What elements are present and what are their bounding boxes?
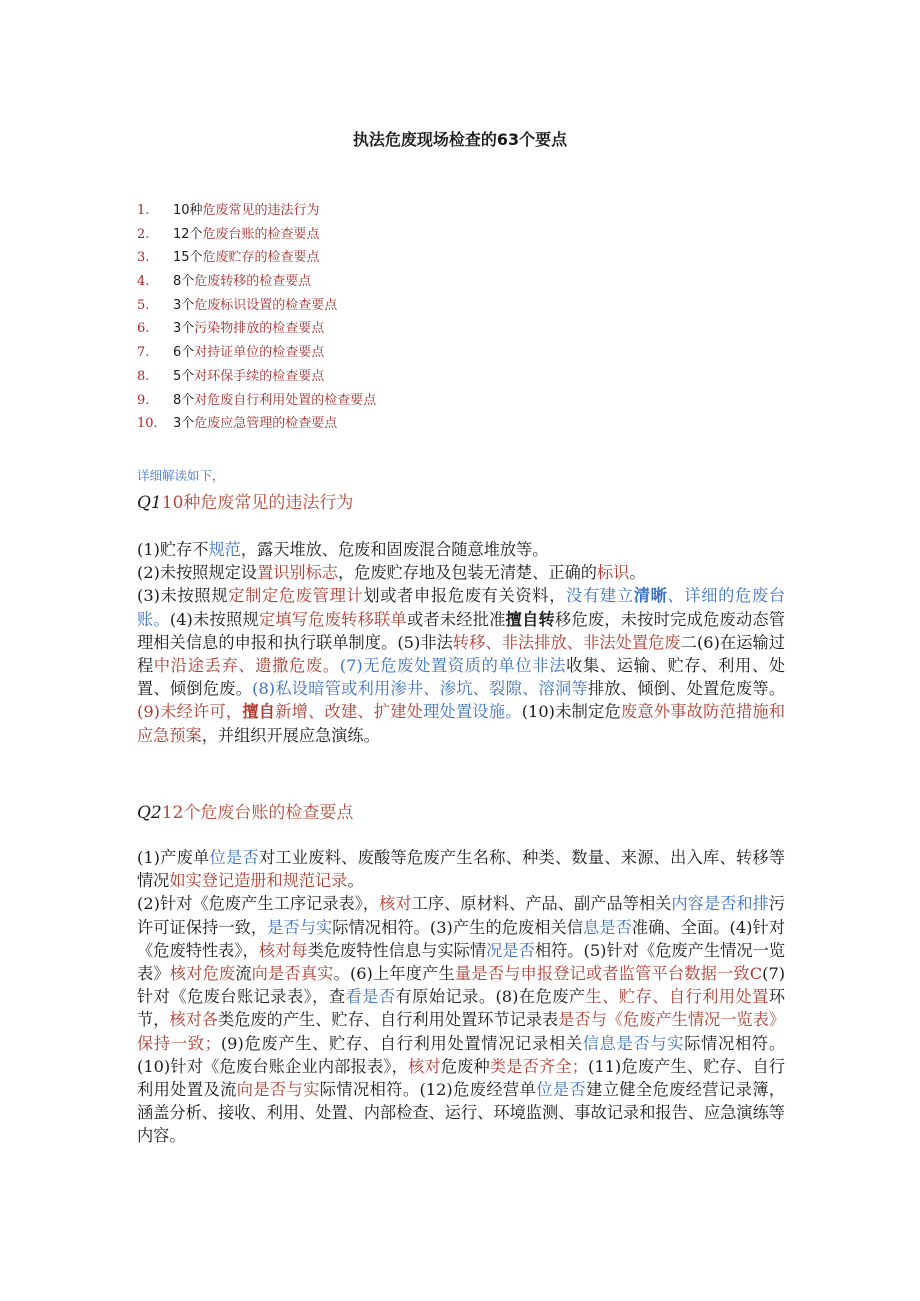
page-title: 执法危废现场检查的63个要点 [352, 130, 568, 149]
text-segment: (2)未按照规定设 [137, 563, 258, 583]
text-segment: 流 [235, 964, 252, 984]
text-segment: 生、贮存、自行利用处置 [585, 987, 769, 1007]
text-segment: 移危废，未按时完成危废动态管理相关信息的申报和执行联单制度。(5)非法 [137, 609, 786, 652]
toc-item-text: 危废转移的检查要点 [194, 274, 312, 290]
text-segment: (7)无危废处置资质的单位非法 [339, 656, 567, 676]
text-segment: 际情况相符。(10)针对《危废台账企业内部报表》， [137, 1033, 786, 1076]
toc-item-count: 5个 [173, 368, 195, 384]
text-segment: 工序、原材料、产品、副产品等相关 [411, 894, 672, 914]
text-segment: 类是否齐全； [489, 1056, 588, 1076]
text-segment: 废意外事故防范措施和应急预案 [137, 702, 786, 745]
text-segment: 二(6)在运输过程 [137, 632, 786, 676]
text-segment: 定制定危废管理计 [228, 586, 364, 606]
text-segment: 对工业废料、废酸等危废产生名称、种类、数量、来源、出入库、转移等情况 [137, 848, 786, 891]
toc-item [137, 317, 376, 341]
text-segment: 理处置设施。 [423, 702, 522, 722]
text-segment: 量是否与申报登记或者监管平台数据一致C [454, 964, 763, 984]
toc-item [137, 199, 376, 223]
text-segment: (8)私设暗管或利用渗井、渗坑、裂隙、溶洞等 [252, 679, 588, 699]
toc-item-number: 3. [137, 250, 150, 266]
toc-item-number: 2. [137, 226, 150, 242]
text-segment: (9)危废产生、贮存、自行利用处置情况记录相关 [220, 1033, 583, 1053]
toc-item-number: 6. [137, 321, 150, 337]
text-segment: 核对每 [258, 940, 308, 960]
toc-item-text: 对环保手续的检查要点 [194, 368, 325, 384]
text-segment: (3)未按照规 [137, 586, 229, 606]
toc-item-text: 危废应急管理的检查要点 [194, 416, 338, 432]
toc-item-text: 危废常见的违法行为 [202, 203, 320, 218]
toc-item [137, 246, 376, 270]
text-segment: 或者未经批准 [406, 609, 506, 629]
toc-item-number: 5. [137, 297, 150, 313]
text-segment: 况是否 [486, 940, 535, 960]
text-segment: 际情况相符。(3)产生的危废相关信 [332, 917, 584, 937]
toc-item-number: 10. [137, 416, 158, 432]
text-segment: 。(6)上年度产生 [333, 964, 455, 984]
text-segment: 有原始记录。(8)在危废产 [395, 987, 586, 1007]
text-segment: 定填写危废转移联单 [258, 609, 407, 629]
text-segment: 是否与《危废产生情况一览表》保持一致； [137, 1010, 786, 1053]
toc-item-number: 8. [137, 368, 150, 384]
text-segment: (2)针对《危废产生工序记录表》， [137, 894, 380, 914]
text-segment: (7)针对《危废台账记录表》，查 [137, 964, 786, 1007]
text-segment: (10)未制定危 [521, 702, 621, 722]
text-segment: 核对危废 [169, 964, 236, 984]
text-segment: 内容是否和排 [671, 894, 769, 914]
text-segment: 转移、非法排放、非法处置危废 [452, 632, 681, 652]
toc-item-count: 8个 [173, 274, 195, 290]
text-segment: 排放、倾倒、处置危废等。 [587, 679, 786, 699]
toc-item-text: 对危废自行利用处置的检查要点 [194, 392, 377, 408]
q1-label: Q1 [137, 493, 162, 513]
toc-item [137, 294, 376, 318]
text-segment: 息是否 [583, 917, 632, 937]
toc-item-count: 3个 [173, 321, 195, 337]
text-segment: 类危废的产生、贮存、自行利用处置环节记录表 [218, 1010, 559, 1030]
text-segment: (1)贮存不 [137, 540, 209, 559]
text-segment: 擅自转 [505, 609, 556, 629]
toc-item [137, 412, 376, 436]
toc-item-number: 1. [137, 203, 150, 218]
text-segment: 危废种 [440, 1056, 490, 1076]
text-segment: (4)未按照规 [169, 609, 259, 629]
q2-body [137, 846, 785, 1148]
text-segment: 相符。(5)针对《危废产生情况一览表》 [137, 940, 786, 984]
text-segment: 污许可证保持一致， [137, 894, 786, 937]
q1-heading-text: 10种危废常见的违法行为 [161, 493, 354, 513]
text-segment: 类危废特性信息与实际情 [307, 940, 487, 960]
text-segment: (11)危废产生、贮存、自行利用处置及流 [137, 1056, 786, 1100]
toc-item-count: 8个 [173, 392, 195, 408]
toc-item-count: 10种 [173, 203, 203, 218]
text-segment: 划或者申报危废有关资料， [363, 586, 567, 606]
text-segment: 是否与实 [267, 917, 333, 937]
text-segment: 清晰 [633, 586, 668, 606]
toc-item-number: 7. [137, 345, 150, 361]
toc-item-text: 危废台账的检查要点 [202, 226, 320, 242]
toc-item [137, 270, 376, 294]
toc-item-text: 对持证单位的检查要点 [194, 345, 325, 361]
text-segment: 。 [629, 563, 646, 583]
q2-heading-text: 12个危废台账的检查要点 [161, 803, 354, 823]
text-segment: 、详细的危废台账。 [137, 586, 786, 629]
toc-item-text: 污染物排放的检查要点 [194, 321, 325, 337]
toc-item-text: 危废贮存的检查要点 [202, 250, 320, 266]
text-segment: 环节， [137, 987, 786, 1030]
text-segment: 建立健全危废经营记录簿，涵盖分析、接收、利用、处置、内部检查、运行、环境监测、事故记录和报告、应急演练等内容。 [137, 1080, 786, 1146]
q2-label: Q2 [137, 803, 162, 823]
toc-item-number: 4. [137, 274, 150, 290]
text-segment: 看是否 [345, 987, 396, 1007]
text-segment: 没有建立 [566, 586, 634, 606]
text-segment: 准确、全面。(4)针对《危废特性表》， [137, 917, 786, 960]
text-segment: 收集、运输、贮存、利用、处置、倾倒危废。 [137, 656, 786, 699]
toc-item [137, 223, 376, 247]
toc-item-count: 15个 [173, 250, 203, 266]
text-segment: ，危废贮存地及包装无清楚、正确的 [338, 563, 597, 583]
q2-heading [137, 798, 353, 823]
toc-item-count: 12个 [173, 226, 203, 242]
text-segment: 如实登记造册和规范记录 [169, 871, 348, 891]
text-segment: 际情况相符。(12)危废经营单 [319, 1080, 537, 1100]
toc-item [137, 365, 376, 389]
toc-item-count: 6个 [173, 345, 195, 361]
toc-item [137, 389, 376, 413]
text-segment: 标识 [597, 563, 630, 583]
text-segment: 位是否 [209, 848, 259, 867]
text-segment: (9)未经许可， [137, 702, 243, 722]
text-segment: ，并组织开展应急演练。 [201, 725, 380, 745]
text-segment: 。 [347, 871, 364, 891]
intro-text: 详细解读如下， [137, 468, 225, 483]
text-segment: 规范 [208, 540, 241, 559]
text-segment: 核对 [379, 894, 412, 914]
toc-item [137, 341, 376, 365]
table-of-contents [137, 199, 376, 436]
toc-item-number: 9. [137, 392, 150, 408]
text-segment: 向是否真实 [251, 964, 334, 984]
toc-item-count: 3个 [173, 416, 195, 432]
text-segment: 置识别标志 [257, 563, 338, 583]
text-segment: 核对 [408, 1056, 441, 1076]
text-segment: 中沿途丢弃、遗撒危废。 [153, 656, 340, 676]
q1-heading [137, 488, 353, 513]
text-segment: 信息是否与实 [582, 1033, 685, 1053]
text-segment: 向是否与实 [236, 1080, 320, 1100]
q1-body [137, 538, 785, 747]
text-segment: ，露天堆放、危废和固废混合随意堆放等。 [240, 540, 549, 559]
text-segment: 擅自 [242, 702, 276, 722]
toc-item-text: 危废标识设置的检查要点 [194, 297, 338, 313]
text-segment: 核对各 [169, 1010, 219, 1030]
text-segment: 位是否 [536, 1080, 587, 1100]
toc-item-count: 3个 [173, 297, 195, 313]
text-segment: 新增、改建、扩建处 [275, 702, 424, 722]
text-segment: (1)产废单 [137, 848, 210, 867]
